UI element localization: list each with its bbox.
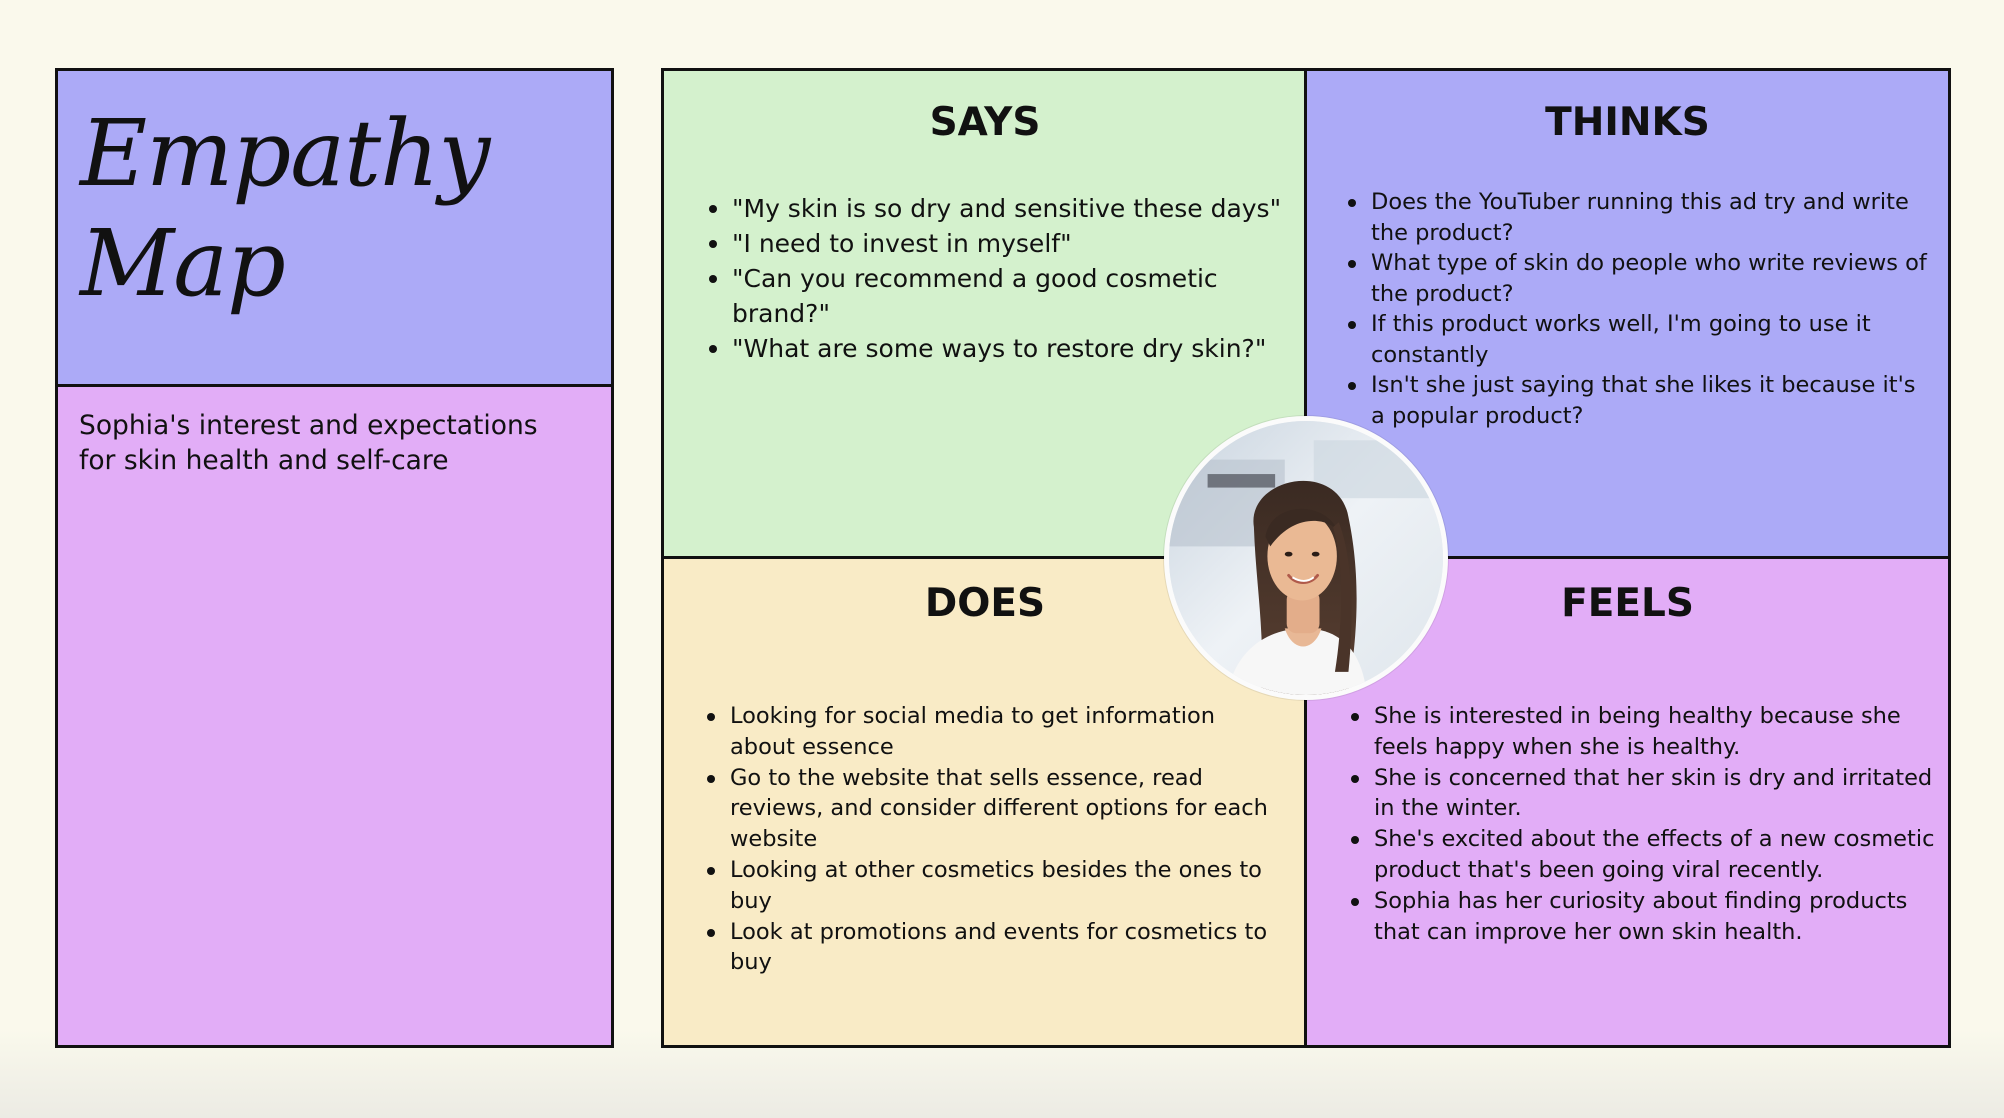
says-item: "I need to invest in myself" xyxy=(706,226,1286,261)
thinks-item: If this product works well, I'm going to use it constantly xyxy=(1345,309,1935,370)
feels-item: Sophia has her curiosity about finding products that can improve her own skin health. xyxy=(1348,886,1938,948)
says-list xyxy=(706,191,1286,366)
map-title-line-1: Empathy xyxy=(80,100,490,207)
says-item: "Can you recommend a good cosmetic brand?" xyxy=(706,261,1286,331)
map-title-line-2: Map xyxy=(80,210,285,317)
does-heading: DOES xyxy=(924,581,1046,626)
says-item: "What are some ways to restore dry skin?" xyxy=(706,331,1286,366)
feels-list xyxy=(1348,701,1938,947)
does-item: Look at promotions and events for cosmetics to buy xyxy=(704,917,1284,979)
does-item: Go to the website that sells essence, read reviews, and consider different options for each website xyxy=(704,763,1284,855)
thinks-heading: THINKS xyxy=(1545,100,1710,145)
feels-item: She is concerned that her skin is dry and irritated in the winter. xyxy=(1348,763,1938,825)
does-item: Looking for social media to get information about essence xyxy=(704,701,1284,763)
says-item: "My skin is so dry and sensitive these days" xyxy=(706,191,1286,226)
feels-item: She is interested in being healthy because she feels happy when she is healthy. xyxy=(1348,701,1938,763)
thinks-list xyxy=(1345,187,1935,431)
does-item: Looking at other cosmetics besides the ones to buy xyxy=(704,855,1284,917)
persona-portrait-icon xyxy=(1169,421,1443,695)
thinks-item: What type of skin do people who write reviews of the product? xyxy=(1345,248,1935,309)
does-list xyxy=(704,701,1284,978)
feels-heading: FEELS xyxy=(1561,581,1694,626)
thinks-item: Isn't she just saying that she likes it because it's a popular product? xyxy=(1345,370,1935,431)
description-panel xyxy=(55,384,614,1048)
persona-photo xyxy=(1164,416,1448,700)
says-heading: SAYS xyxy=(929,100,1041,145)
persona-description: Sophia's interest and expectations for skin health and self-care xyxy=(79,410,538,476)
thinks-item: Does the YouTuber running this ad try and write the product? xyxy=(1345,187,1935,248)
feels-item: She's excited about the effects of a new cosmetic product that's been going viral recently. xyxy=(1348,824,1938,886)
